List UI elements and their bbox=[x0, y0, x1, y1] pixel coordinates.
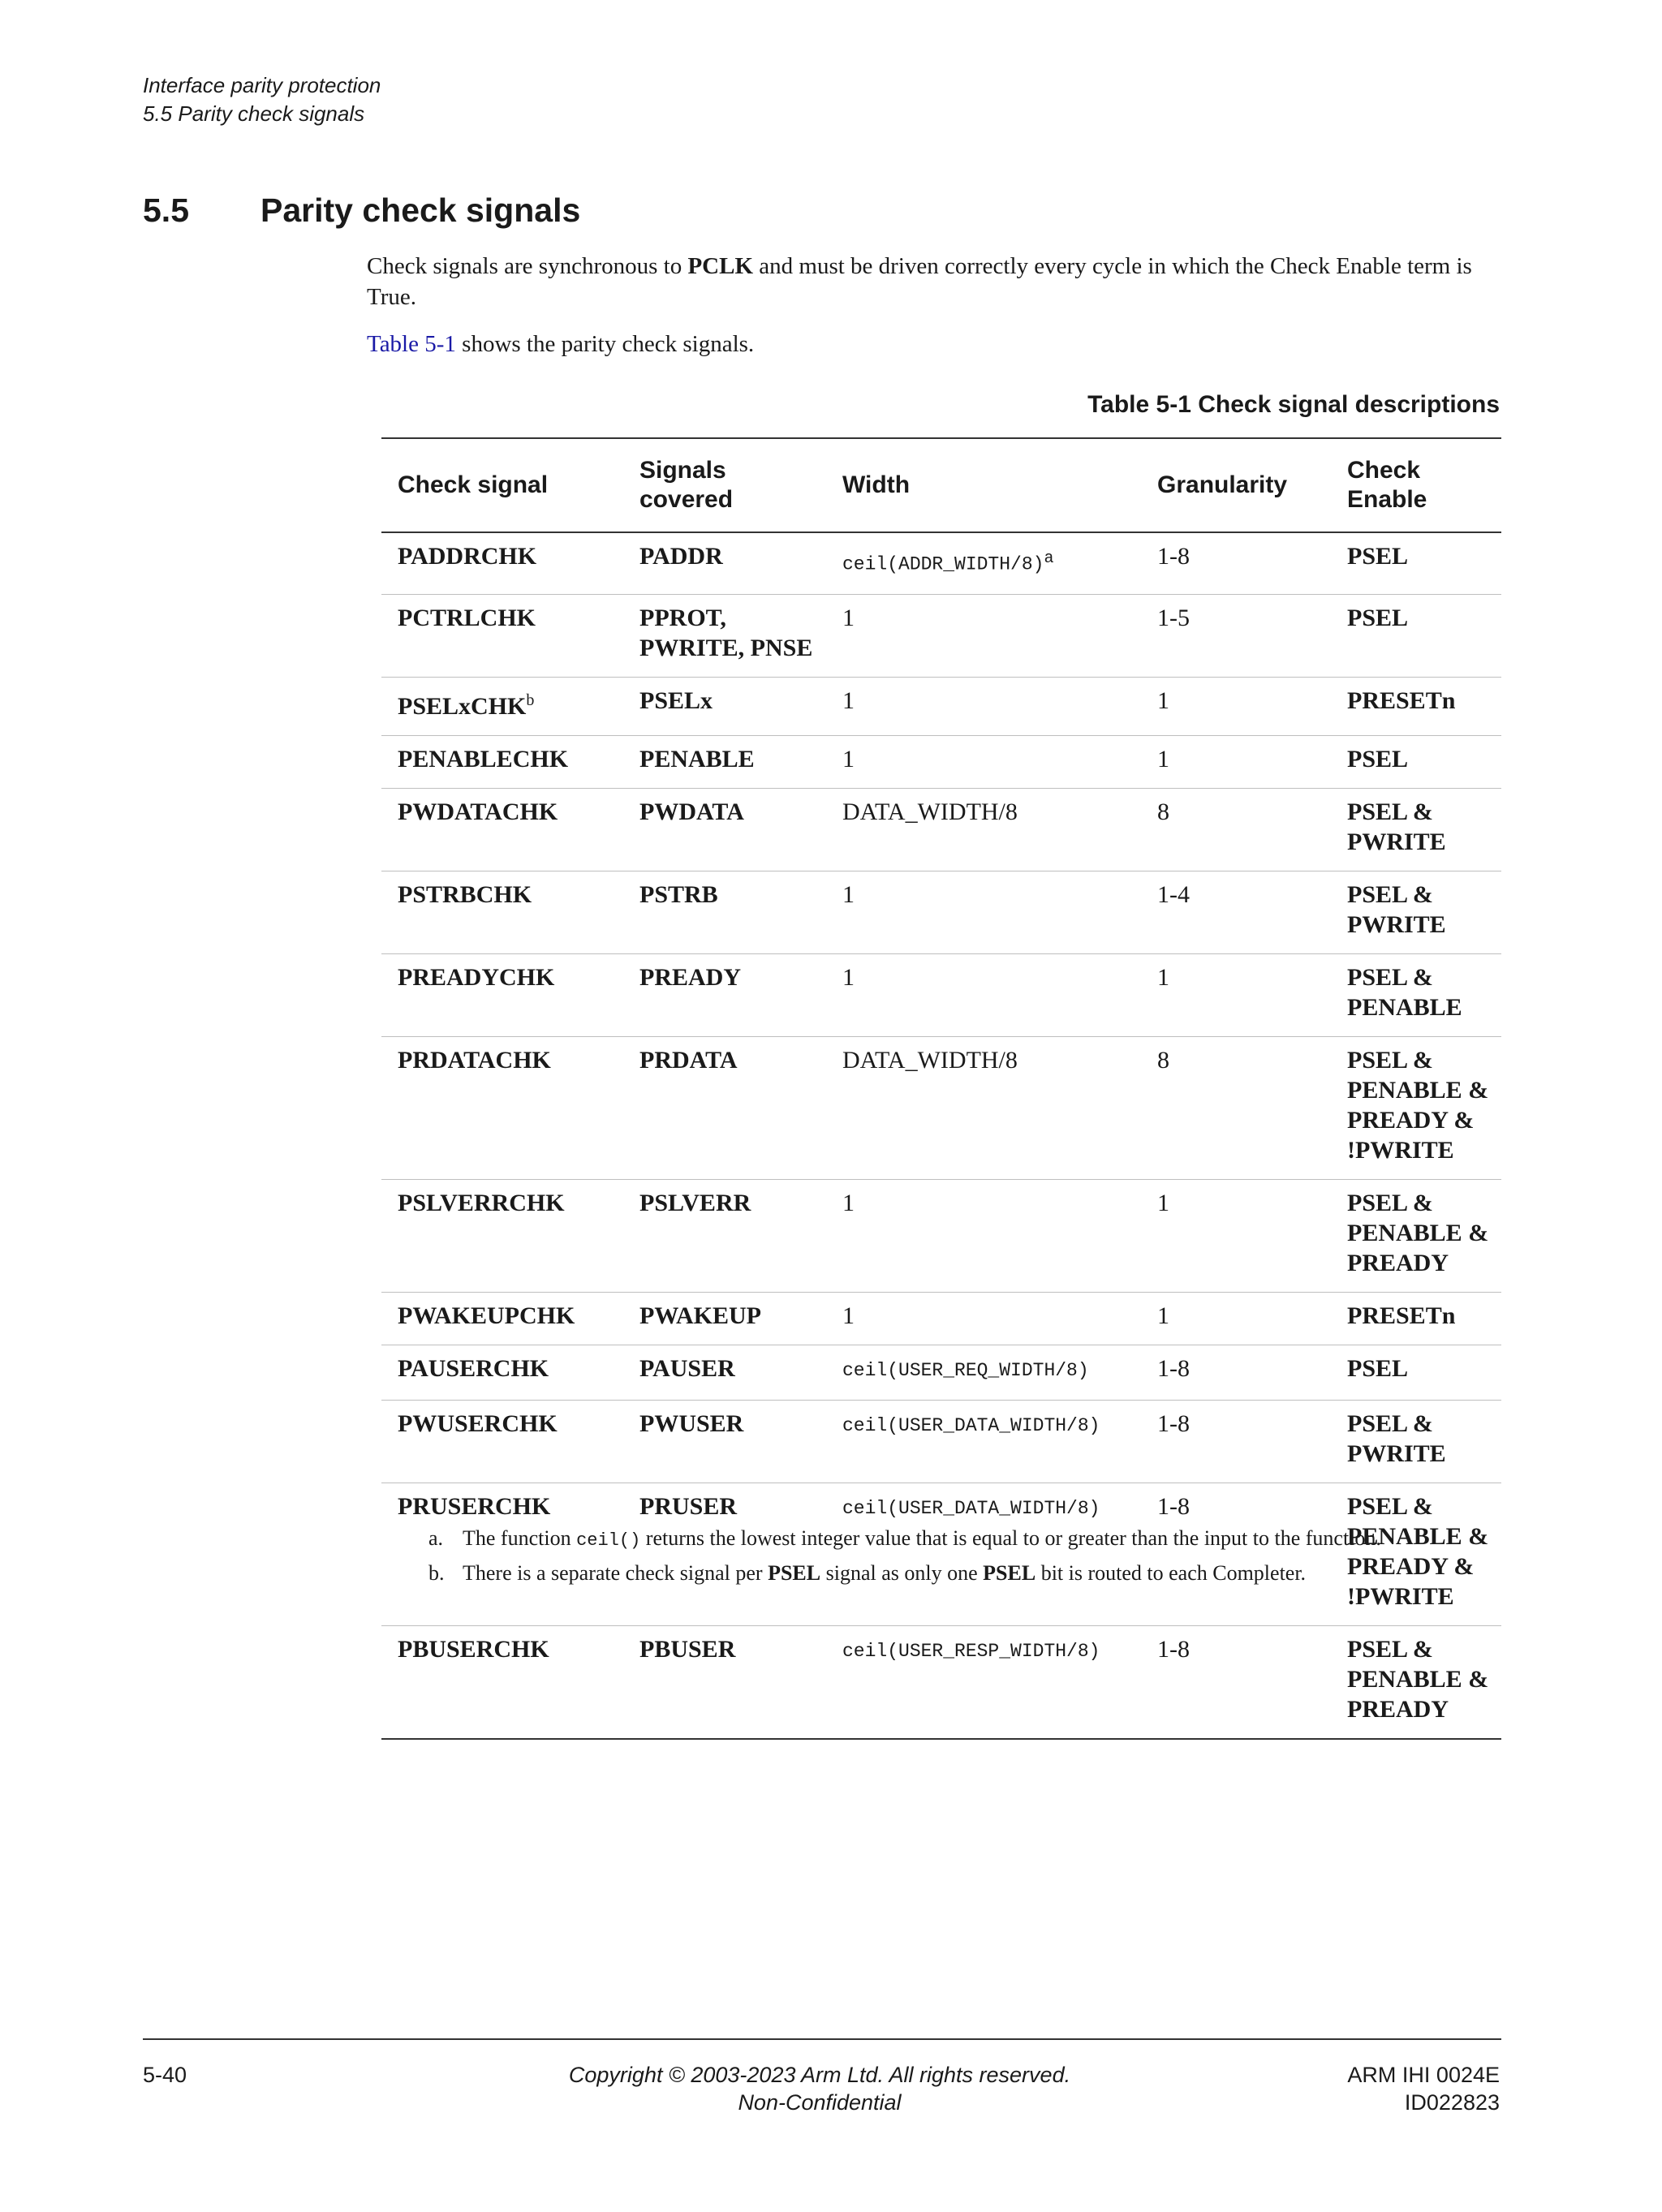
check-signal-name: PCTRLCHK bbox=[398, 604, 536, 631]
width-value: ceil(USER_REQ_WIDTH/8) bbox=[842, 1359, 1089, 1381]
cell-check-signal bbox=[381, 1625, 623, 1739]
cell-granularity: 1 bbox=[1157, 745, 1169, 772]
cell-granularity: 1-4 bbox=[1157, 880, 1190, 908]
cell-granularity: 1 bbox=[1157, 1189, 1169, 1216]
table-header-row bbox=[381, 438, 1501, 532]
cell-check-enable: PSEL & PENABLE & PREADY bbox=[1347, 1635, 1489, 1723]
section-title: Parity check signals bbox=[260, 192, 581, 229]
cell-width bbox=[826, 1345, 1141, 1400]
check-signal-name: PWDATACHK bbox=[398, 798, 558, 825]
cell-signals-covered: PWUSER bbox=[639, 1409, 744, 1437]
cell-check-enable: PRESETn bbox=[1347, 1302, 1456, 1329]
cell-width bbox=[826, 871, 1141, 953]
table-reference-paragraph bbox=[367, 329, 1511, 359]
cell-signals-covered: PSTRB bbox=[639, 880, 718, 908]
confidentiality-text: Non-Confidential bbox=[738, 2090, 902, 2115]
cell-check-enable: PSEL & PWRITE bbox=[1347, 1409, 1446, 1467]
footnote-letter: b. bbox=[428, 1561, 445, 1585]
table-row bbox=[381, 1625, 1501, 1739]
check-signal-name: PBUSERCHK bbox=[398, 1635, 549, 1663]
cell-granularity: 1 bbox=[1157, 1302, 1169, 1329]
intro-text: Check signals are synchronous to bbox=[367, 253, 688, 279]
cell-width bbox=[826, 1292, 1141, 1345]
table-footnotes bbox=[428, 1522, 1508, 1590]
width-value: 1 bbox=[842, 880, 855, 908]
intro-text-end: and must be driven correctly every cycle in which the Check Enable term is True. bbox=[367, 253, 1472, 310]
cell-check-signal bbox=[381, 953, 623, 1036]
table-row bbox=[381, 532, 1501, 594]
table-row bbox=[381, 953, 1501, 1036]
cell-check-enable: PSEL & PENABLE & PREADY & !PWRITE bbox=[1347, 1492, 1489, 1610]
cell-width bbox=[826, 677, 1141, 735]
pclk-term: PCLK bbox=[687, 253, 754, 279]
cell-width bbox=[826, 1625, 1141, 1739]
cell-check-enable: PSEL & PWRITE bbox=[1347, 798, 1446, 855]
table-row bbox=[381, 1292, 1501, 1345]
cell-check-signal bbox=[381, 594, 623, 677]
footer-divider bbox=[143, 2038, 1501, 2040]
doc-id-text: ARM IHI 0024E bbox=[1347, 2063, 1500, 2087]
table-row bbox=[381, 871, 1501, 953]
footnote-bold: PSEL bbox=[983, 1561, 1036, 1585]
width-value: 1 bbox=[842, 963, 855, 991]
cell-check-signal bbox=[381, 1036, 623, 1179]
running-header bbox=[143, 71, 381, 128]
cell-check-signal bbox=[381, 871, 623, 953]
table-row bbox=[381, 594, 1501, 677]
cell-granularity: 1-8 bbox=[1157, 543, 1190, 570]
footer-copyright bbox=[536, 2061, 1104, 2116]
cell-check-enable: PRESETn bbox=[1347, 686, 1456, 714]
width-value: ceil(USER_DATA_WIDTH/8) bbox=[842, 1497, 1100, 1519]
check-signal-name: PENABLECHK bbox=[398, 745, 569, 772]
cell-granularity: 1 bbox=[1157, 963, 1169, 991]
cell-check-signal bbox=[381, 788, 623, 871]
col-header-signals-covered: Signals covered bbox=[639, 457, 734, 513]
issue-id-text: ID022823 bbox=[1404, 2090, 1500, 2115]
cell-granularity: 1 bbox=[1157, 686, 1169, 714]
col-header-check-enable: Check Enable bbox=[1347, 457, 1427, 513]
width-value: ceil(USER_RESP_WIDTH/8) bbox=[842, 1640, 1100, 1662]
cell-signals-covered: PPROT, PWRITE, PNSE bbox=[639, 604, 813, 661]
cell-width bbox=[826, 594, 1141, 677]
cell-check-enable: PSEL bbox=[1347, 1354, 1409, 1382]
footnote-letter: a. bbox=[428, 1526, 444, 1550]
cell-check-signal bbox=[381, 677, 623, 735]
cell-width bbox=[826, 1036, 1141, 1179]
footnote-a bbox=[428, 1522, 1508, 1557]
footnote-marker: a bbox=[1044, 549, 1054, 568]
cell-signals-covered: PAUSER bbox=[639, 1354, 735, 1382]
table-row bbox=[381, 1400, 1501, 1483]
footnote-b bbox=[428, 1557, 1508, 1590]
table-reference-text: shows the parity check signals. bbox=[455, 331, 755, 357]
cell-check-enable: PSEL & PENABLE bbox=[1347, 963, 1462, 1021]
cell-signals-covered: PWDATA bbox=[639, 798, 744, 825]
cell-check-signal bbox=[381, 1292, 623, 1345]
cell-signals-covered: PREADY bbox=[639, 963, 741, 991]
check-signal-name: PREADYCHK bbox=[398, 963, 555, 991]
footnote-text: There is a separate check signal per bbox=[463, 1561, 769, 1585]
running-header-chapter: Interface parity protection bbox=[143, 73, 381, 97]
width-value: ceil(USER_DATA_WIDTH/8) bbox=[842, 1414, 1100, 1436]
check-signal-name: PRDATACHK bbox=[398, 1046, 551, 1074]
cell-width bbox=[826, 532, 1141, 594]
cell-check-signal bbox=[381, 1345, 623, 1400]
footnote-bold: PSEL bbox=[768, 1561, 821, 1585]
cell-signals-covered: PENABLE bbox=[639, 745, 755, 772]
cell-check-enable: PSEL bbox=[1347, 745, 1409, 772]
cell-check-signal bbox=[381, 1400, 623, 1483]
table-row bbox=[381, 677, 1501, 735]
cell-width bbox=[826, 788, 1141, 871]
cell-signals-covered: PRDATA bbox=[639, 1046, 738, 1074]
footnote-text: bit is routed to each Completer. bbox=[1036, 1561, 1307, 1585]
width-value: DATA_WIDTH/8 bbox=[842, 1046, 1018, 1074]
cell-check-enable: PSEL & PENABLE & PREADY bbox=[1347, 1189, 1489, 1276]
check-signal-name: PSLVERRCHK bbox=[398, 1189, 565, 1216]
check-signal-name: PWUSERCHK bbox=[398, 1409, 558, 1437]
width-value: 1 bbox=[842, 686, 855, 714]
footnote-code: ceil() bbox=[576, 1530, 641, 1551]
page-number: 5-40 bbox=[143, 2063, 187, 2087]
width-value: 1 bbox=[842, 604, 855, 631]
check-signal-name: PSTRBCHK bbox=[398, 880, 532, 908]
footnote-marker: b bbox=[526, 691, 535, 709]
width-value: DATA_WIDTH/8 bbox=[842, 798, 1018, 825]
cell-granularity: 1-8 bbox=[1157, 1635, 1190, 1663]
cell-check-enable: PSEL & PWRITE bbox=[1347, 880, 1446, 938]
col-header-check-signal: Check signal bbox=[398, 471, 549, 498]
cell-width bbox=[826, 735, 1141, 788]
cell-granularity: 1-8 bbox=[1157, 1492, 1190, 1520]
width-value: 1 bbox=[842, 745, 855, 772]
document-id bbox=[1347, 2061, 1500, 2116]
table-row bbox=[381, 788, 1501, 871]
check-signal-name: PWAKEUPCHK bbox=[398, 1302, 575, 1329]
table-row bbox=[381, 735, 1501, 788]
width-value: 1 bbox=[842, 1302, 855, 1329]
table-row bbox=[381, 1036, 1501, 1179]
cell-granularity: 8 bbox=[1157, 1046, 1169, 1074]
footnote-text: The function bbox=[463, 1526, 577, 1550]
cell-width bbox=[826, 1400, 1141, 1483]
cell-width bbox=[826, 1179, 1141, 1292]
col-header-width: Width bbox=[842, 471, 911, 498]
cell-signals-covered: PRUSER bbox=[639, 1492, 738, 1520]
check-signal-name: PRUSERCHK bbox=[398, 1492, 551, 1520]
cell-check-signal bbox=[381, 1179, 623, 1292]
table-row bbox=[381, 1345, 1501, 1400]
cell-granularity: 8 bbox=[1157, 798, 1169, 825]
section-number: 5.5 bbox=[143, 192, 189, 229]
cell-width bbox=[826, 953, 1141, 1036]
cell-signals-covered: PBUSER bbox=[639, 1635, 736, 1663]
intro-paragraph bbox=[367, 251, 1511, 312]
cell-signals-covered: PWAKEUP bbox=[639, 1302, 761, 1329]
check-signal-name: PSELxCHK bbox=[398, 692, 527, 720]
cell-check-signal bbox=[381, 532, 623, 594]
cell-granularity: 1-8 bbox=[1157, 1354, 1190, 1382]
footnote-text: returns the lowest integer value that is equal to or greater than the input to the function. bbox=[640, 1526, 1381, 1550]
table-row bbox=[381, 1179, 1501, 1292]
check-signal-name: PADDRCHK bbox=[398, 543, 537, 570]
cell-signals-covered: PSLVERR bbox=[639, 1189, 751, 1216]
cell-signals-covered: PSELx bbox=[639, 686, 713, 714]
table-5-1-link[interactable]: Table 5-1 bbox=[367, 331, 456, 357]
cell-check-enable: PSEL & PENABLE & PREADY & !PWRITE bbox=[1347, 1046, 1489, 1164]
check-signal-name: PAUSERCHK bbox=[398, 1354, 549, 1382]
cell-check-enable: PSEL bbox=[1347, 543, 1409, 570]
cell-signals-covered: PADDR bbox=[639, 543, 723, 570]
width-value: 1 bbox=[842, 1189, 855, 1216]
cell-check-signal bbox=[381, 735, 623, 788]
width-value: ceil(ADDR_WIDTH/8) bbox=[842, 553, 1044, 575]
running-header-section: 5.5 Parity check signals bbox=[143, 101, 365, 126]
table-caption: Table 5-1 Check signal descriptions bbox=[1087, 391, 1500, 418]
cell-granularity: 1-5 bbox=[1157, 604, 1190, 631]
col-header-granularity: Granularity bbox=[1157, 471, 1288, 498]
cell-granularity: 1-8 bbox=[1157, 1409, 1190, 1437]
cell-check-enable: PSEL bbox=[1347, 604, 1409, 631]
copyright-text: Copyright © 2003-2023 Arm Ltd. All rights reserved. bbox=[568, 2063, 1071, 2087]
section-heading bbox=[143, 190, 580, 230]
footnote-text: signal as only one bbox=[820, 1561, 984, 1585]
